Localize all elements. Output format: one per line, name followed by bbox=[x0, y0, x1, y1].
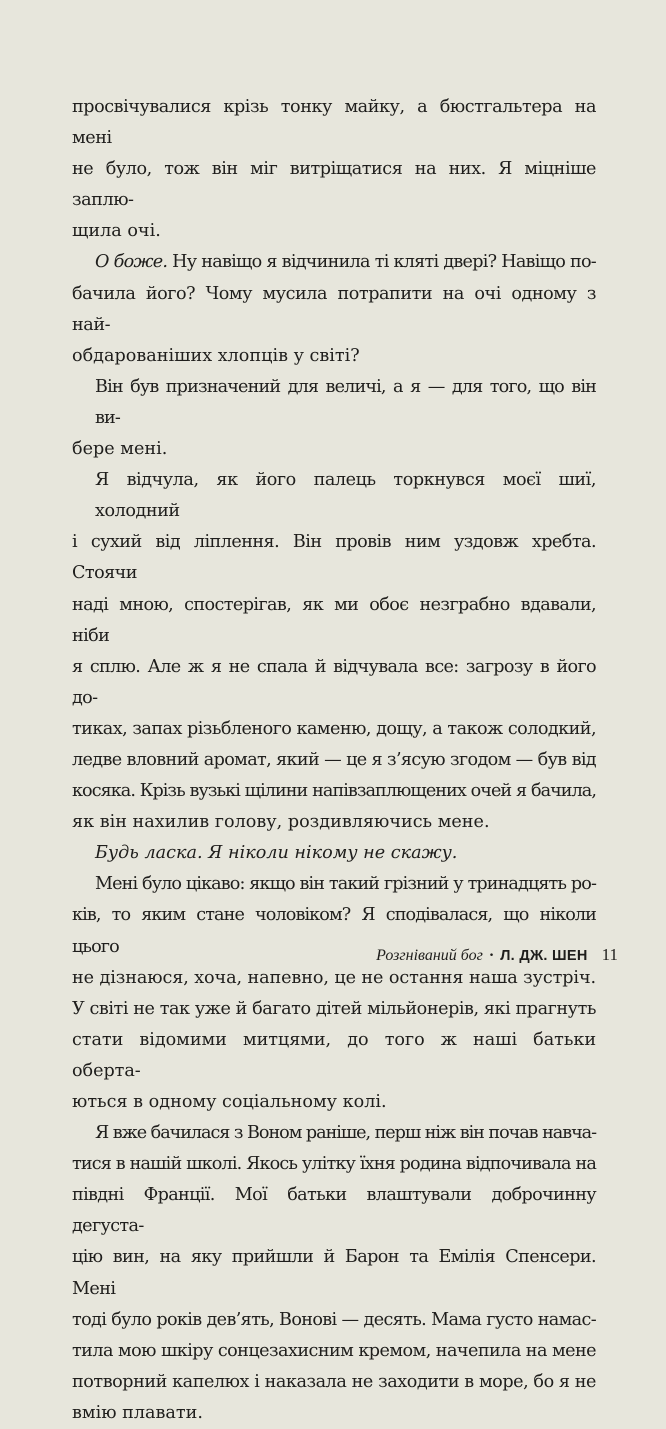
paragraph bbox=[72, 1118, 596, 1429]
footer-book-title: Розгніваний бог bbox=[376, 947, 483, 964]
text-line bbox=[72, 465, 596, 527]
text-run: вмію плавати. bbox=[72, 1402, 203, 1423]
text-run: тила мою шкіру сонцезахисним кремом, начепила на мене bbox=[72, 1340, 596, 1361]
text-line bbox=[72, 1336, 596, 1367]
text-line bbox=[72, 341, 596, 372]
text-line bbox=[72, 1025, 596, 1087]
text-line bbox=[72, 776, 596, 807]
text-run: Ну навіщо я відчинила ті кляті двері? Навіщо по- bbox=[167, 252, 596, 273]
text-run: У світі не так уже й багато дітей мільйонерів, які прагнуть bbox=[72, 998, 596, 1019]
paragraph bbox=[72, 247, 596, 371]
paragraph bbox=[72, 465, 596, 838]
paragraph bbox=[72, 92, 596, 247]
footer-separator: • bbox=[488, 951, 495, 961]
text-run: півдні Франції. Мої батьки влаштували доброчинну дегуста- bbox=[72, 1185, 596, 1237]
text-run: Я відчула, як його палець торкнувся моєї шиї, холодний bbox=[95, 470, 596, 522]
text-line bbox=[72, 527, 596, 589]
italic-text: О боже. bbox=[95, 252, 168, 273]
text-line bbox=[72, 154, 596, 216]
text-run: косяка. Крізь вузькі щілини напівзаплющених очей я бачила, bbox=[72, 781, 596, 802]
text-run: наді мною, спостерігав, як ми обоє незграбно вдавали, ніби bbox=[72, 594, 596, 646]
text-run: Він був призначений для величі, а я — для того, що він ви- bbox=[95, 376, 596, 428]
text-line bbox=[72, 1398, 596, 1429]
paragraph bbox=[72, 372, 596, 465]
text-line bbox=[72, 652, 596, 714]
text-line bbox=[72, 745, 596, 776]
running-footer bbox=[0, 945, 666, 969]
text-run: просвічувалися крізь тонку майку, а бюстгальтера на мені bbox=[72, 97, 596, 149]
text-run: цію вин, на яку прийшли й Барон та Емілія Спенсери. Мені bbox=[72, 1247, 596, 1299]
text-line bbox=[72, 1149, 596, 1180]
paragraph bbox=[72, 838, 596, 869]
text-run: бере мені. bbox=[72, 439, 168, 460]
text-line bbox=[72, 247, 596, 278]
book-page bbox=[72, 92, 596, 1429]
text-line bbox=[72, 1180, 596, 1242]
paragraph bbox=[72, 869, 596, 1118]
text-run: не дізнаюся, хоча, напевно, це не остання наша зустріч. bbox=[72, 967, 596, 988]
text-run: не було, тож він міг витріщатися на них. Я міцніше заплю- bbox=[72, 159, 596, 211]
italic-text: Будь ласка. Я ніколи нікому не скажу. bbox=[95, 843, 458, 864]
text-line bbox=[72, 372, 596, 434]
text-line bbox=[72, 714, 596, 745]
text-line bbox=[72, 1367, 596, 1398]
text-line bbox=[72, 92, 596, 154]
text-line bbox=[72, 1242, 596, 1304]
text-run: щила очі. bbox=[72, 221, 161, 242]
text-run: обдарованіших хлопців у світі? bbox=[72, 345, 360, 366]
footer-author: Л. ДЖ. ШЕН bbox=[500, 948, 588, 964]
text-line bbox=[72, 869, 596, 900]
text-run: бачила його? Чому мусила потрапити на очі одному з най- bbox=[72, 283, 596, 335]
text-run: ледве вловний аромат, який — це я з’ясую згодом — був від bbox=[72, 749, 596, 770]
text-run: Мені було цікаво: якщо він такий грізний у тринадцять ро- bbox=[95, 874, 596, 895]
text-run: стати відомими митцями, до того ж наші батьки оберта- bbox=[72, 1029, 596, 1081]
text-line bbox=[72, 434, 596, 465]
text-line bbox=[72, 1118, 596, 1149]
text-line bbox=[72, 1305, 596, 1336]
text-run: потворний капелюх і наказала не заходити в море, бо я не bbox=[72, 1371, 596, 1392]
text-run: ються в одному соціальному колі. bbox=[72, 1092, 387, 1112]
text-line bbox=[72, 838, 596, 869]
text-run: я сплю. Але ж я не спала й відчувала все: загрозу в його до- bbox=[72, 656, 596, 708]
text-run: ків, то яким стане чоловіком? Я сподівалася, що ніколи цього bbox=[72, 905, 596, 957]
text-line bbox=[72, 590, 596, 652]
text-line bbox=[72, 807, 596, 838]
text-run: тися в нашій школі. Якось улітку їхня родина відпочивала на bbox=[72, 1154, 596, 1175]
text-line bbox=[72, 994, 596, 1025]
text-line bbox=[72, 216, 596, 247]
text-run: тиках, запах різьбленого каменю, дощу, а також солодкий, bbox=[72, 718, 596, 739]
text-run: і сухий від ліплення. Він провів ним уздовж хребта. Стоячи bbox=[72, 532, 596, 584]
text-run: Я вже бачилася з Воном раніше, перш ніж він почав навча- bbox=[95, 1123, 596, 1144]
text-run: як він нахилив голову, роздивляючись мене. bbox=[72, 812, 490, 833]
text-run: тоді було років дев’ять, Вонові — десять. Мама густо намас- bbox=[72, 1309, 596, 1330]
body-text bbox=[72, 92, 596, 1429]
page-number: 11 bbox=[601, 945, 618, 964]
text-line bbox=[72, 1087, 596, 1118]
text-line bbox=[72, 279, 596, 341]
